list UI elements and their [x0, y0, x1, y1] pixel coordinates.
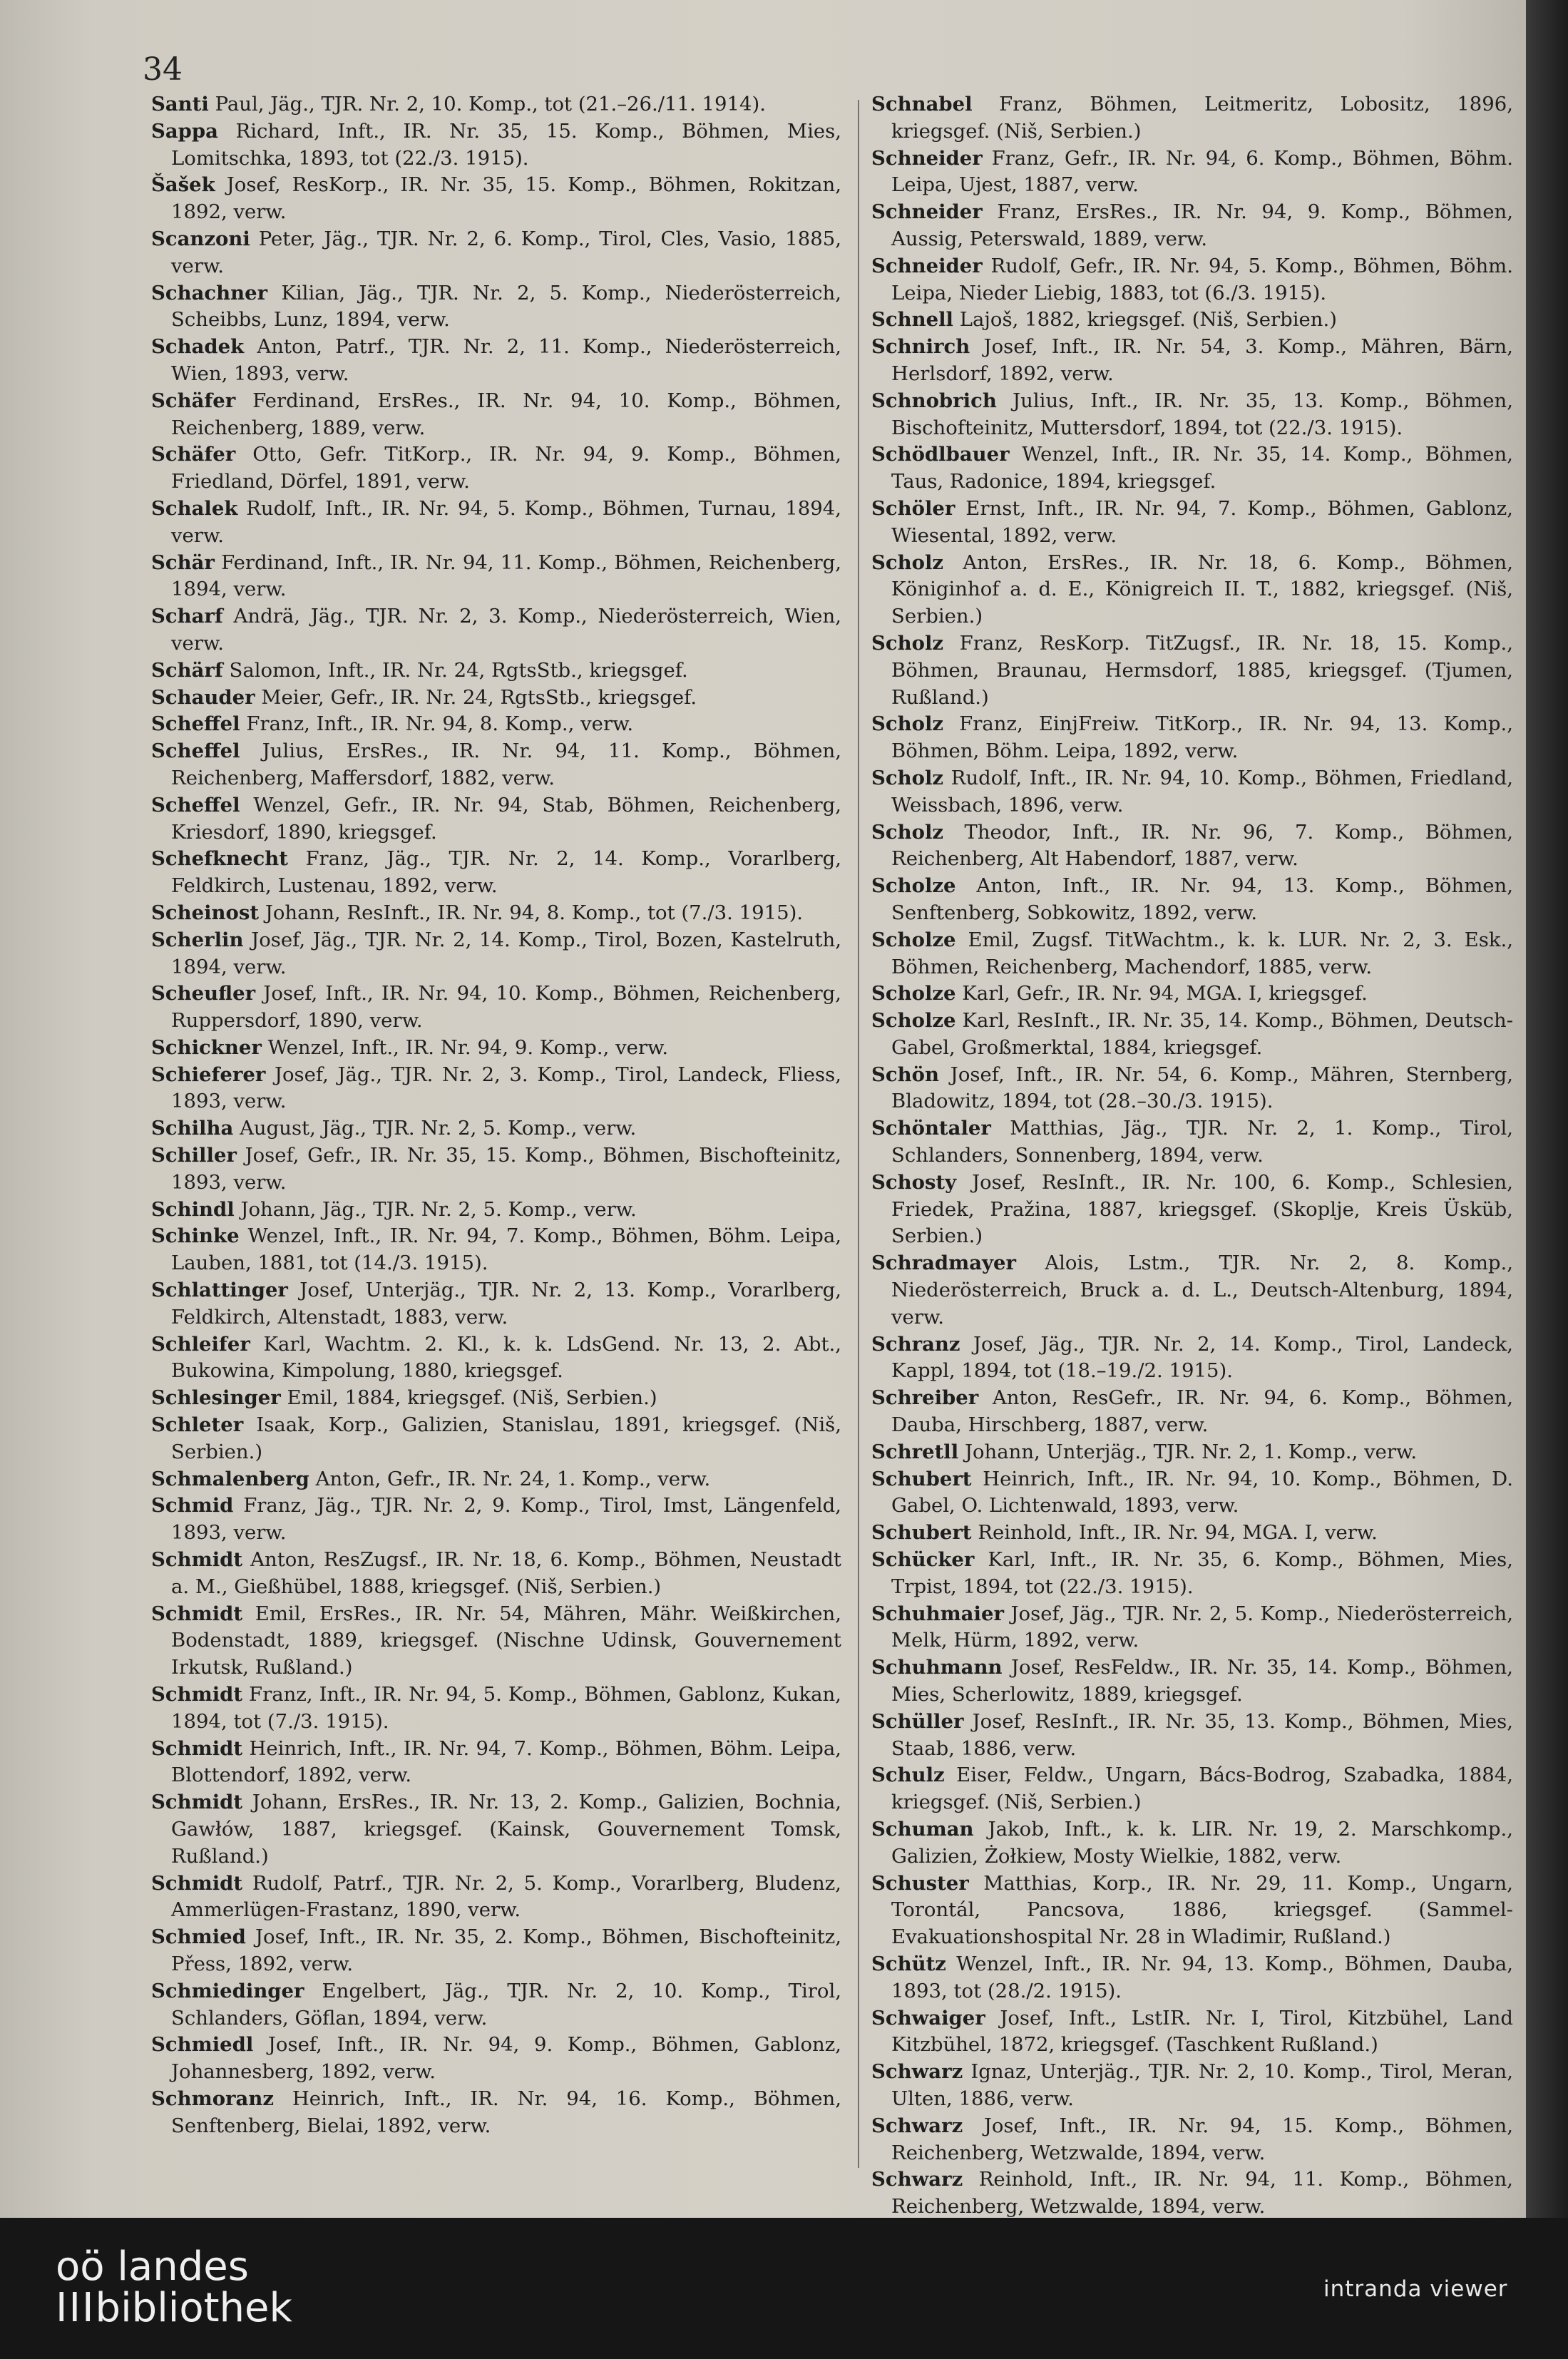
entry-surname: Schuster [871, 1871, 969, 1895]
register-entry [871, 388, 1513, 442]
register-entry [871, 1008, 1513, 1062]
entry-surname: Schöler [871, 496, 955, 520]
entry-surname: Schärf [151, 658, 223, 682]
entry-details: Wenzel, Inft., IR. Nr. 94, 7. Komp., Böhmen, Böhm. Leipa, Lauben, 1881, tot (14./3. 1915). [171, 1224, 841, 1275]
entry-details: Franz, EinjFreiw. TitKorp., IR. Nr. 94, 13. Komp., Böhmen, Böhm. Leipa, 1892, verw. [891, 712, 1513, 763]
register-entry [151, 1601, 841, 1682]
register-entry [151, 118, 841, 173]
entry-surname: Schmidt [151, 1602, 243, 1625]
register-entry [151, 1789, 841, 1870]
entry-surname: Schosty [871, 1170, 957, 1194]
register-entry [151, 792, 841, 846]
entry-details: Richard, Inft., IR. Nr. 35, 15. Komp., Böhmen, Mies, Lomitschka, 1893, tot (22./3. 1915). [171, 119, 842, 170]
register-entry [151, 981, 841, 1035]
entry-surname: Schär [151, 551, 215, 574]
entry-surname: Scholz [871, 551, 944, 574]
entry-details: Karl, Wachtm. 2. Kl., k. k. LdsGend. Nr. 13, 2. Abt., Bukowina, Kimpolung, 1880, kriegsgef. [171, 1332, 841, 1383]
entry-surname: Schinke [151, 1224, 240, 1248]
entry-details: Josef, Jäg., TJR. Nr. 2, 14. Komp., Tirol, Landeck, Kappl, 1894, tot (18.–19./2. 1915). [891, 1332, 1514, 1383]
entry-surname: Scheffel [151, 740, 240, 763]
entry-details: Wenzel, Inft., IR. Nr. 35, 14. Komp., Böhmen, Taus, Radonice, 1894, kriegsgef. [891, 443, 1513, 493]
register-entry [871, 1816, 1513, 1871]
page-number: 34 [143, 51, 183, 88]
entry-surname: Schütz [871, 1952, 946, 1975]
register-entry [151, 226, 841, 280]
register-entry [151, 1142, 841, 1197]
entry-surname: Schadek [151, 335, 245, 359]
entry-details: Andrä, Jäg., TJR. Nr. 2, 3. Komp., Niederösterreich, Wien, verw. [171, 605, 841, 655]
register-entry [871, 711, 1513, 765]
entry-details: Josef, Inft., LstIR. Nr. I, Tirol, Kitzbühel, Land Kitzbühel, 1872, kriegsgef. (Taschkent Rußland.) [891, 2006, 1513, 2057]
entry-surname: Scholz [871, 766, 944, 789]
entry-surname: Scheffel [151, 712, 240, 736]
register-entry [151, 280, 841, 334]
register-entry [151, 1871, 841, 1925]
entry-surname: Schneider [871, 200, 983, 224]
entry-surname: Schleter [151, 1413, 244, 1437]
entry-surname: Scanzoni [151, 227, 250, 250]
register-entry [871, 2166, 1513, 2218]
entry-details: Anton, Patrf., TJR. Nr. 2, 11. Komp., Niederösterreich, Wien, 1893, verw. [171, 335, 842, 385]
entry-details: Josef, ResKorp., IR. Nr. 35, 15. Komp., Böhmen, Rokitzan, 1892, verw. [171, 173, 841, 224]
entry-surname: Schuhmaier [871, 1602, 1004, 1625]
entry-details: Heinrich, Inft., IR. Nr. 94, 7. Komp., Böhmen, Böhm. Leipa, Blottendorf, 1892, verw. [171, 1736, 841, 1787]
page-edge-shadow [1526, 0, 1568, 2218]
register-entry [871, 496, 1513, 550]
entry-details: Wenzel, Inft., IR. Nr. 94, 13. Komp., Böhmen, Dauba, 1893, tot (28./2. 1915). [891, 1952, 1513, 2002]
entry-details: Franz, Inft., IR. Nr. 94, 5. Komp., Böhmen, Gablonz, Kukan, 1894, tot (7./3. 1915). [171, 1683, 841, 1733]
entry-details: Emil, Zugsf. TitWachtm., k. k. LUR. Nr. 2, 3. Esk., Böhmen, Reichenberg, Machendorf, 1885, verw. [891, 928, 1513, 978]
register-entry [151, 550, 841, 604]
register-entry [151, 1736, 841, 1790]
register-entry [151, 172, 841, 226]
entry-surname: Schön [871, 1063, 939, 1086]
entry-details: Wenzel, Inft., IR. Nr. 94, 9. Komp., verw. [267, 1035, 669, 1059]
register-entry [151, 846, 841, 900]
entry-surname: Schachner [151, 281, 268, 305]
entry-surname: Scholze [871, 874, 956, 898]
register-entry [151, 1493, 841, 1547]
entry-details: Meier, Gefr., IR. Nr. 24, RgtsStb., kriegsgef. [261, 685, 697, 709]
register-entry [151, 496, 841, 550]
entry-details: Josef, Inft., IR. Nr. 94, 10. Komp., Böhmen, Reichenberg, Ruppersdorf, 1890, verw. [171, 982, 841, 1033]
entry-details: Anton, Gefr., IR. Nr. 24, 1. Komp., verw. [315, 1467, 711, 1490]
entry-surname: Schmidt [151, 1791, 243, 1814]
register-entry [871, 253, 1513, 307]
entry-surname: Scholze [871, 928, 956, 951]
entry-details: Josef, Unterjäg., TJR. Nr. 2, 13. Komp., Vorarlberg, Feldkirch, Altenstadt, 1883, verw. [171, 1279, 841, 1329]
entry-surname: Schiller [151, 1144, 237, 1167]
entry-details: Johann, Jäg., TJR. Nr. 2, 5. Komp., verw. [240, 1197, 637, 1221]
register-entry [151, 900, 841, 927]
entry-details: Anton, ResGefr., IR. Nr. 94, 6. Komp., Böhmen, Dauba, Hirschberg, 1887, verw. [891, 1386, 1513, 1437]
entry-surname: Schuhmann [871, 1656, 1003, 1679]
entry-details: August, Jäg., TJR. Nr. 2, 5. Komp., verw. [240, 1117, 637, 1140]
entry-details: Josef, ResInft., IR. Nr. 35, 13. Komp., Böhmen, Mies, Staab, 1886, verw. [891, 1709, 1513, 1760]
entry-surname: Schmidt [151, 1736, 243, 1760]
entry-details: Lajoš, 1882, kriegsgef. (Niš, Serbien.) [959, 308, 1337, 332]
entry-details: Emil, ErsRes., IR. Nr. 54, Mähren, Mähr. Weißkirchen, Bodenstadt, 1889, kriegsgef. (Nischne Udinsk, Gouvernement Irkutsk, Rußland.) [171, 1602, 841, 1679]
entry-details: Franz, ErsRes., IR. Nr. 94, 9. Komp., Böhmen, Aussig, Peterswald, 1889, verw. [891, 200, 1513, 250]
register-entry [151, 1277, 841, 1331]
entry-details: Matthias, Korp., IR. Nr. 29, 11. Komp., Ungarn, Torontál, Pancsova, 1886, kriegsgef. (Sammel-Evakuationshospital Nr. 28 in Wladimir, Rußland.) [891, 1871, 1513, 1949]
register-entry [871, 819, 1513, 874]
entry-details: Matthias, Jäg., TJR. Nr. 2, 1. Komp., Tirol, Schlanders, Sonnenberg, 1894, verw. [891, 1117, 1513, 1167]
entry-surname: Schödlbauer [871, 443, 1010, 466]
logo-line-2: bibliothek [95, 2285, 292, 2331]
register-entry [151, 1223, 841, 1277]
entry-surname: Schäfer [151, 443, 236, 466]
entry-surname: Schücker [871, 1548, 975, 1572]
entry-surname: Schuman [871, 1818, 974, 1841]
entry-details: Wenzel, Gefr., IR. Nr. 94, Stab, Böhmen, Reichenberg, Kriesdorf, 1890, kriegsgef. [171, 793, 841, 844]
entry-details: Josef, Inft., IR. Nr. 54, 3. Komp., Mähren, Bärn, Herlsdorf, 1892, verw. [891, 335, 1513, 385]
entry-surname: Schmidt [151, 1683, 243, 1706]
register-entry [871, 1331, 1513, 1386]
entry-details: Julius, Inft., IR. Nr. 35, 13. Komp., Böhmen, Bischofteinitz, Muttersdorf, 1894, tot (22./3. 1915). [891, 389, 1513, 439]
entry-details: Rudolf, Patrf., TJR. Nr. 2, 5. Komp., Vorarlberg, Bludenz, Ammerlügen-Frastanz, 1890, verw. [171, 1871, 841, 1922]
entry-surname: Šašek [151, 173, 215, 197]
entry-details: Franz, Böhmen, Leitmeritz, Lobositz, 1896, kriegsgef. (Niš, Serbien.) [891, 93, 1513, 143]
entry-surname: Schubert [871, 1521, 972, 1545]
entry-surname: Schwaiger [871, 2006, 985, 2030]
register-entry [151, 1062, 841, 1116]
register-entry [871, 981, 1513, 1008]
entry-details: Ignaz, Unterjäg., TJR. Nr. 2, 10. Komp., Tirol, Meran, Ulten, 1886, verw. [891, 2060, 1513, 2110]
entry-details: Jakob, Inft., k. k. LIR. Nr. 19, 2. Marschkomp., Galizien, Żołkiew, Mosty Wielkie, 1882, verw. [891, 1818, 1513, 1868]
entry-surname: Schnobrich [871, 389, 997, 412]
register-entry [151, 657, 841, 685]
entry-surname: Schneider [871, 146, 983, 170]
entry-details: Reinhold, Inft., IR. Nr. 94, MGA. I, verw. [978, 1521, 1378, 1545]
entry-surname: Schnell [871, 308, 953, 332]
entry-surname: Schauder [151, 685, 255, 709]
register-entry [151, 91, 841, 118]
entry-details: Karl, ResInft., IR. Nr. 35, 14. Komp., Böhmen, Deutsch-Gabel, Großmerktal, 1884, kriegsgef. [891, 1009, 1513, 1059]
entry-surname: Schieferer [151, 1063, 266, 1086]
register-entry [151, 603, 841, 657]
register-entry [871, 1547, 1513, 1601]
entry-details: Josef, ResFeldw., IR. Nr. 35, 14. Komp., Böhmen, Mies, Scherlowitz, 1889, kriegsgef. [891, 1656, 1513, 1706]
register-entry [151, 1978, 841, 2032]
register-entry [151, 1924, 841, 1978]
entry-details: Theodor, Inft., IR. Nr. 96, 7. Komp., Böhmen, Reichenberg, Alt Habendorf, 1887, verw. [891, 820, 1514, 871]
entry-surname: Sappa [151, 119, 218, 143]
register-entry [871, 1871, 1513, 1951]
entry-details: Reinhold, Inft., IR. Nr. 94, 11. Komp., Böhmen, Reichenberg, Wetzwalde, 1894, verw. [891, 2168, 1513, 2218]
entry-details: Franz, Inft., IR. Nr. 94, 8. Komp., verw. [246, 712, 634, 736]
register-entry [151, 1466, 841, 1493]
entry-details: Rudolf, Inft., IR. Nr. 94, 5. Komp., Böhmen, Turnau, 1894, verw. [171, 496, 841, 547]
entry-details: Josef, Inft., IR. Nr. 94, 15. Komp., Böhmen, Reichenberg, Wetzwalde, 1894, verw. [891, 2114, 1513, 2164]
register-entry [871, 199, 1513, 253]
register-entry [151, 1412, 841, 1466]
register-entry [871, 1385, 1513, 1439]
entry-surname: Schranz [871, 1332, 960, 1356]
entry-surname: Schnabel [871, 93, 973, 116]
entry-details: Karl, Inft., IR. Nr. 35, 6. Komp., Böhmen, Mies, Trpist, 1894, tot (22./3. 1915). [891, 1548, 1513, 1598]
entry-details: Josef, Inft., IR. Nr. 94, 9. Komp., Böhmen, Gablonz, Johannesberg, 1892, verw. [171, 2033, 841, 2084]
entry-details: Josef, Jäg., TJR. Nr. 2, 5. Komp., Niederösterreich, Melk, Hürm, 1892, verw. [891, 1602, 1513, 1652]
register-entry [871, 1709, 1513, 1763]
register-entry [151, 738, 841, 792]
entry-details: Josef, Inft., IR. Nr. 35, 2. Komp., Böhmen, Bischofteinitz, Přess, 1892, verw. [171, 1925, 841, 1975]
register-entry [151, 1115, 841, 1142]
entry-surname: Schreiber [871, 1386, 979, 1410]
viewer-footer [0, 2218, 1568, 2359]
entry-details: Eiser, Feldw., Ungarn, Bács-Bodrog, Szabadka, 1884, kriegsgef. (Niš, Serbien.) [891, 1764, 1513, 1814]
entry-details: Johann, ResInft., IR. Nr. 94, 8. Komp., tot (7./3. 1915). [265, 901, 804, 924]
register-entry [151, 1035, 841, 1062]
register-entry [871, 630, 1513, 711]
register-entry [871, 873, 1513, 927]
entry-surname: Scherlin [151, 928, 244, 951]
entry-details: Isaak, Korp., Galizien, Stanislau, 1891, kriegsgef. (Niš, Serbien.) [171, 1413, 841, 1463]
entry-surname: Schmiedinger [151, 1979, 304, 2002]
entry-details: Emil, 1884, kriegsgef. (Niš, Serbien.) [287, 1386, 657, 1410]
entry-surname: Scholze [871, 982, 956, 1005]
entry-surname: Schindl [151, 1197, 235, 1221]
entry-surname: Schmied [151, 1925, 246, 1949]
entry-details: Josef, ResInft., IR. Nr. 100, 6. Komp., Schlesien, Friedek, Pražina, 1887, kriegsgef. (Skoplje, Kreis Üsküb, Serbien.) [891, 1170, 1513, 1248]
register-entry [151, 927, 841, 981]
entry-details: Ernst, Inft., IR. Nr. 94, 7. Komp., Böhmen, Gablonz, Wiesental, 1892, verw. [891, 496, 1513, 547]
register-entry [871, 1951, 1513, 2005]
entry-surname: Schmid [151, 1494, 234, 1518]
entry-surname: Schwarz [871, 2168, 963, 2191]
register-entry [871, 2113, 1513, 2167]
register-entry [151, 1331, 841, 1386]
register-entry [871, 334, 1513, 388]
register-entry [871, 1654, 1513, 1709]
entry-details: Karl, Gefr., IR. Nr. 94, MGA. I, kriegsgef. [962, 982, 1368, 1005]
entry-surname: Schmalenberg [151, 1467, 309, 1490]
entry-surname: Schöntaler [871, 1117, 991, 1140]
entry-surname: Schradmayer [871, 1252, 1017, 1275]
entry-details: Paul, Jäg., TJR. Nr. 2, 10. Komp., tot (21.–26./11. 1914). [215, 93, 766, 116]
entry-surname: Scheinost [151, 901, 260, 924]
right-column [871, 91, 1513, 2218]
entry-details: Alois, Lstm., TJR. Nr. 2, 8. Komp., Niederösterreich, Bruck a. d. L., Deutsch-Altenburg, 1894, verw. [891, 1252, 1513, 1329]
entry-details: Franz, ResKorp. TitZugsf., IR. Nr. 18, 15. Komp., Böhmen, Braunau, Hermsdorf, 1885, kriegsgef. (Tjumen, Rußland.) [891, 631, 1513, 709]
register-entry [151, 1682, 841, 1736]
register-entry [871, 1170, 1513, 1250]
entry-surname: Schwarz [871, 2060, 963, 2084]
left-column [151, 91, 841, 2140]
entry-surname: Schmidt [151, 1871, 243, 1895]
register-entry [871, 91, 1513, 145]
viewer-label[interactable]: intranda viewer [1323, 2276, 1508, 2302]
register-entry [871, 2005, 1513, 2059]
entry-details: Josef, Gefr., IR. Nr. 35, 15. Komp., Böhmen, Bischofteinitz, 1893, verw. [171, 1144, 841, 1194]
register-entry [151, 1197, 841, 1224]
entry-details: Kilian, Jäg., TJR. Nr. 2, 5. Komp., Niederösterreich, Scheibbs, Lunz, 1894, verw. [171, 281, 841, 332]
entry-surname: Scheffel [151, 793, 240, 817]
register-entry [871, 927, 1513, 981]
register-entry [871, 145, 1513, 200]
entry-details: Heinrich, Inft., IR. Nr. 94, 10. Komp., Böhmen, D. Gabel, O. Lichtenwald, 1893, verw. [891, 1467, 1513, 1518]
entry-surname: Scholze [871, 1009, 956, 1033]
entry-details: Josef, Jäg., TJR. Nr. 2, 3. Komp., Tirol, Landeck, Fliess, 1893, verw. [171, 1063, 842, 1113]
entry-details: Otto, Gefr. TitKorp., IR. Nr. 94, 9. Komp., Böhmen, Friedland, Dörfel, 1891, verw. [171, 443, 842, 493]
entry-surname: Schmoranz [151, 2087, 274, 2110]
register-entry [151, 334, 841, 388]
entry-details: Anton, ResZugsf., IR. Nr. 18, 6. Komp., Böhmen, Neustadt a. M., Gießhübel, 1888, kriegsgef. (Niš, Serbien.) [171, 1548, 841, 1598]
entry-details: Ferdinand, ErsRes., IR. Nr. 94, 10. Komp., Böhmen, Reichenberg, 1889, verw. [171, 389, 842, 439]
register-entry [871, 1466, 1513, 1520]
entry-details: Franz, Gefr., IR. Nr. 94, 6. Komp., Böhmen, Böhm. Leipa, Ujest, 1887, verw. [891, 146, 1513, 197]
register-entry [151, 2032, 841, 2086]
entry-surname: Schlesinger [151, 1386, 281, 1410]
entry-details: Rudolf, Gefr., IR. Nr. 94, 5. Komp., Böhmen, Böhm. Leipa, Nieder Liebig, 1883, tot (6./3. 1915). [891, 254, 1513, 305]
entry-surname: Schneider [871, 254, 983, 277]
entry-surname: Schüller [871, 1709, 964, 1733]
entry-details: Ferdinand, Inft., IR. Nr. 94, 11. Komp., Böhmen, Reichenberg, 1894, verw. [171, 551, 841, 601]
entry-details: Julius, ErsRes., IR. Nr. 94, 11. Komp., Böhmen, Reichenberg, Maffersdorf, 1882, verw. [171, 740, 841, 789]
register-entry [871, 307, 1513, 334]
entry-surname: Scheufler [151, 982, 256, 1005]
entry-surname: Schulz [871, 1764, 945, 1787]
entry-details: Heinrich, Inft., IR. Nr. 94, 16. Komp., Böhmen, Senftenberg, Bielai, 1892, verw. [171, 2087, 842, 2137]
entry-details: Anton, Inft., IR. Nr. 94, 13. Komp., Böhmen, Senftenberg, Sobkowitz, 1892, verw. [891, 874, 1513, 924]
entry-details: Anton, ErsRes., IR. Nr. 18, 6. Komp., Böhmen, Königinhof a. d. E., Königreich II. T., 1882, kriegsgef. (Niš, Serbien.) [891, 551, 1513, 628]
register-entry [151, 711, 841, 738]
register-entry [871, 550, 1513, 630]
register-entry [871, 441, 1513, 496]
entry-surname: Scholz [871, 820, 944, 844]
entry-details: Franz, Jäg., TJR. Nr. 2, 9. Komp., Tirol, Imst, Längenfeld, 1893, verw. [171, 1494, 841, 1545]
register-entry [151, 2086, 841, 2140]
register-entry [151, 1547, 841, 1601]
entry-details: Rudolf, Inft., IR. Nr. 94, 10. Komp., Böhmen, Friedland, Weissbach, 1896, verw. [891, 766, 1513, 817]
entry-surname: Schubert [871, 1467, 972, 1490]
entry-surname: Scholz [871, 712, 944, 736]
entry-surname: Schilha [151, 1117, 234, 1140]
register-entry [151, 685, 841, 712]
entry-details: Salomon, Inft., IR. Nr. 24, RgtsStb., kriegsgef. [229, 658, 688, 682]
entry-details: Josef, Inft., IR. Nr. 54, 6. Komp., Mähren, Sternberg, Bladowitz, 1894, tot (28.–30./3. 1915). [891, 1063, 1514, 1113]
entry-surname: Schretll [871, 1440, 959, 1463]
register-entry [151, 1385, 841, 1412]
entry-details: Johann, Unterjäg., TJR. Nr. 2, 1. Komp., verw. [964, 1440, 1418, 1463]
entry-surname: Santi [151, 93, 209, 116]
register-entry [871, 1062, 1513, 1116]
entry-surname: Scharf [151, 605, 223, 628]
entry-surname: Schickner [151, 1035, 262, 1059]
entry-surname: Schnirch [871, 335, 970, 359]
register-entry [151, 441, 841, 496]
register-entry [871, 1250, 1513, 1331]
column-divider [858, 100, 859, 2168]
logo-bars-icon: III [56, 2285, 96, 2331]
entry-surname: Scholz [871, 631, 944, 655]
entry-surname: Schmiedl [151, 2033, 254, 2057]
register-entry [871, 1520, 1513, 1547]
entry-surname: Schlattinger [151, 1279, 288, 1302]
entry-surname: Schmidt [151, 1548, 243, 1572]
entry-details: Johann, ErsRes., IR. Nr. 13, 2. Komp., Galizien, Bochnia, Gawłów, 1887, kriegsgef. (Kainsk, Gouvernement Tomsk, Rußland.) [171, 1791, 841, 1868]
register-entry [871, 1762, 1513, 1816]
register-entry [871, 765, 1513, 819]
library-logo[interactable] [56, 2243, 292, 2331]
register-entry [871, 2059, 1513, 2113]
register-entry [871, 1115, 1513, 1170]
register-entry [871, 1601, 1513, 1655]
entry-surname: Schefknecht [151, 847, 288, 871]
entry-details: Josef, Jäg., TJR. Nr. 2, 14. Komp., Tirol, Bozen, Kastelruth, 1894, verw. [171, 928, 841, 978]
entry-surname: Schleifer [151, 1332, 250, 1356]
logo-line-1: oö landes [56, 2243, 249, 2290]
register-entry [151, 388, 841, 442]
entry-details: Peter, Jäg., TJR. Nr. 2, 6. Komp., Tirol, Cles, Vasio, 1885, verw. [171, 227, 841, 277]
entry-details: Engelbert, Jäg., TJR. Nr. 2, 10. Komp., Tirol, Schlanders, Göflan, 1894, verw. [171, 1979, 841, 2030]
entry-surname: Schwarz [871, 2114, 963, 2137]
entry-details: Franz, Jäg., TJR. Nr. 2, 14. Komp., Vorarlberg, Feldkirch, Lustenau, 1892, verw. [171, 847, 841, 898]
entry-surname: Schalek [151, 496, 238, 520]
entry-surname: Schäfer [151, 389, 236, 412]
register-entry [871, 1439, 1513, 1466]
